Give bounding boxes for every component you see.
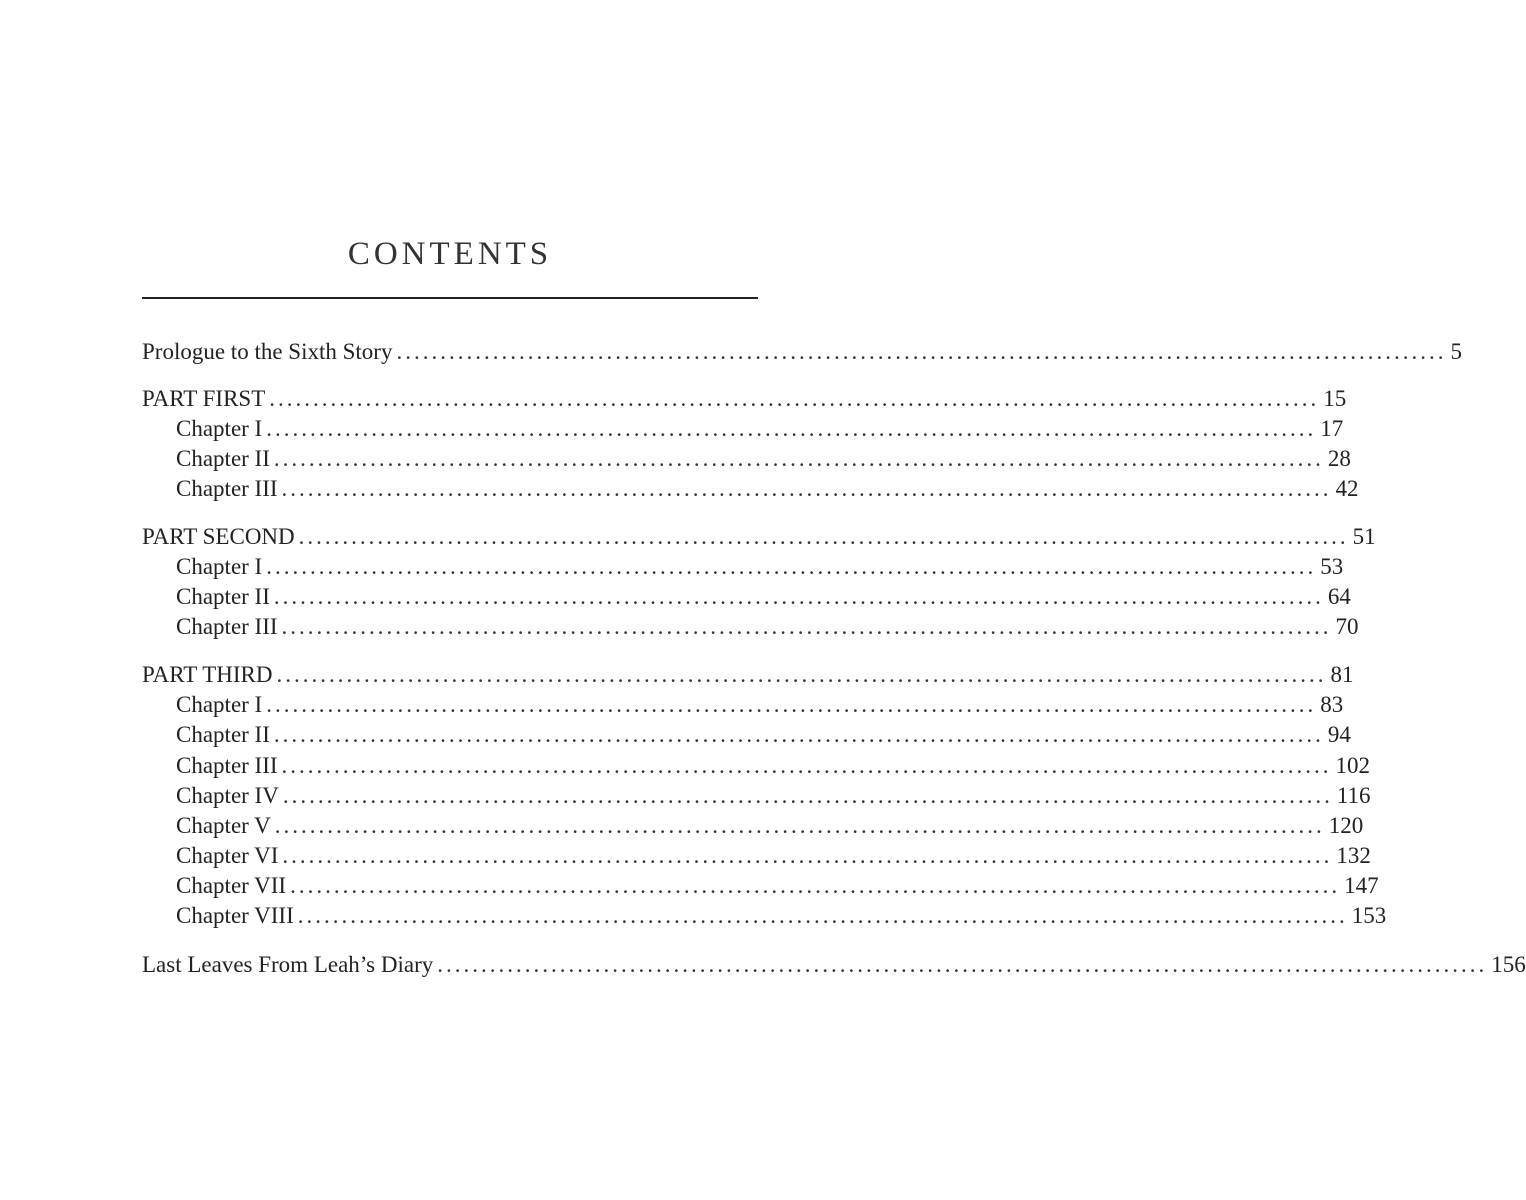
dot-leader: ........................................................................................................................: [396, 339, 1447, 364]
dot-leader: ........................................................................................................................: [276, 662, 1327, 687]
toc-entry-page: 5: [1450, 339, 1462, 364]
toc-entry-chapter[interactable]: [142, 751, 1371, 781]
toc-entry-label: Chapter II: [176, 446, 270, 471]
toc-entry-label: Prologue to the Sixth Story: [142, 339, 393, 364]
toc-entry-page: 147: [1344, 873, 1379, 898]
toc-entry-chapter[interactable]: [142, 871, 1379, 901]
dot-leader: ........................................................................................................................: [266, 554, 1317, 579]
dot-leader: ........................................................................................................................: [281, 476, 1332, 501]
table-of-contents: [142, 0, 1526, 1200]
toc-entry-page: 53: [1320, 554, 1344, 579]
toc-entry-label: Chapter I: [176, 416, 263, 441]
toc-entry-page: 51: [1352, 524, 1376, 549]
toc-entry-page: 94: [1327, 722, 1351, 747]
dot-leader: ........................................................................................................................: [437, 952, 1488, 977]
dot-leader: ........................................................................................................................: [266, 416, 1317, 441]
dot-leader: ........................................................................................................................: [273, 722, 1324, 747]
toc-entry-chapter[interactable]: [142, 841, 1371, 871]
dot-leader: ........................................................................................................................: [266, 692, 1317, 717]
toc-entry-label: Last Leaves From Leah’s Diary: [142, 952, 434, 977]
toc-entry-chapter[interactable]: [142, 582, 1351, 612]
toc-entry-label: Chapter I: [176, 692, 263, 717]
dot-leader: ........................................................................................................................: [269, 386, 1320, 411]
toc-entry-label: PART FIRST: [142, 386, 266, 411]
dot-leader: ........................................................................................................................: [297, 903, 1348, 928]
toc-entry-page: 83: [1320, 692, 1344, 717]
toc-entry-page: 81: [1330, 662, 1354, 687]
toc-entry-chapter[interactable]: [142, 444, 1351, 474]
toc-entry-label: Chapter IV: [176, 783, 279, 808]
toc-entry-chapter[interactable]: [142, 901, 1387, 931]
toc-entry-page: 17: [1320, 416, 1344, 441]
toc-entry-page: 102: [1335, 753, 1371, 778]
toc-entry-page: 70: [1335, 614, 1359, 639]
toc-entry-page: 120: [1328, 813, 1364, 838]
toc-entry-page: 64: [1327, 584, 1351, 609]
toc-entry-epilogue[interactable]: [142, 950, 1526, 980]
dot-leader: ........................................................................................................................: [281, 614, 1332, 639]
toc-entry-page: 116: [1336, 783, 1371, 808]
toc-entry-label: PART THIRD: [142, 662, 273, 687]
toc-entry-chapter[interactable]: [142, 720, 1351, 750]
toc-entry-label: Chapter VI: [176, 843, 279, 868]
toc-entry-part-first[interactable]: [142, 384, 1347, 414]
toc-entry-label: Chapter III: [176, 614, 278, 639]
toc-entry-chapter[interactable]: [142, 552, 1344, 582]
toc-entry-chapter[interactable]: [142, 414, 1344, 444]
toc-entry-chapter[interactable]: [142, 781, 1371, 811]
dot-leader: ........................................................................................................................: [282, 783, 1333, 808]
dot-leader: ........................................................................................................................: [290, 873, 1341, 898]
dot-leader: ........................................................................................................................: [273, 584, 1324, 609]
toc-entry-label: Chapter VIII: [176, 903, 294, 928]
toc-entry-page: 28: [1327, 446, 1351, 471]
toc-entry-part-second[interactable]: [142, 522, 1376, 552]
dot-leader: ........................................................................................................................: [282, 843, 1333, 868]
toc-entry-chapter[interactable]: [142, 474, 1359, 504]
toc-entry-label: Chapter I: [176, 554, 263, 579]
page-title: CONTENTS: [347, 236, 553, 272]
toc-entry-label: Chapter II: [176, 584, 270, 609]
toc-entry-chapter[interactable]: [142, 690, 1344, 720]
toc-entry-part-third[interactable]: [142, 660, 1354, 690]
toc-entry-label: PART SECOND: [142, 524, 295, 549]
toc-entry-page: 153: [1351, 903, 1387, 928]
toc-entry-label: Chapter II: [176, 722, 270, 747]
dot-leader: ........................................................................................................................: [281, 753, 1332, 778]
toc-entry-page: 132: [1336, 843, 1371, 868]
toc-entry-page: 15: [1323, 386, 1347, 411]
toc-entry-page: 42: [1335, 476, 1359, 501]
toc-entry-label: Chapter VII: [176, 873, 287, 898]
toc-entry-chapter[interactable]: [142, 811, 1364, 841]
dot-leader: ........................................................................................................................: [298, 524, 1349, 549]
dot-leader: ........................................................................................................................: [273, 446, 1324, 471]
toc-entry-prologue[interactable]: [142, 337, 1462, 367]
toc-entry-label: Chapter III: [176, 476, 278, 501]
toc-entry-chapter[interactable]: [142, 612, 1359, 642]
dot-leader: ........................................................................................................................: [274, 813, 1325, 838]
toc-entry-label: Chapter III: [176, 753, 278, 778]
toc-entry-label: Chapter V: [176, 813, 271, 838]
toc-entry-page: 156: [1491, 952, 1526, 977]
